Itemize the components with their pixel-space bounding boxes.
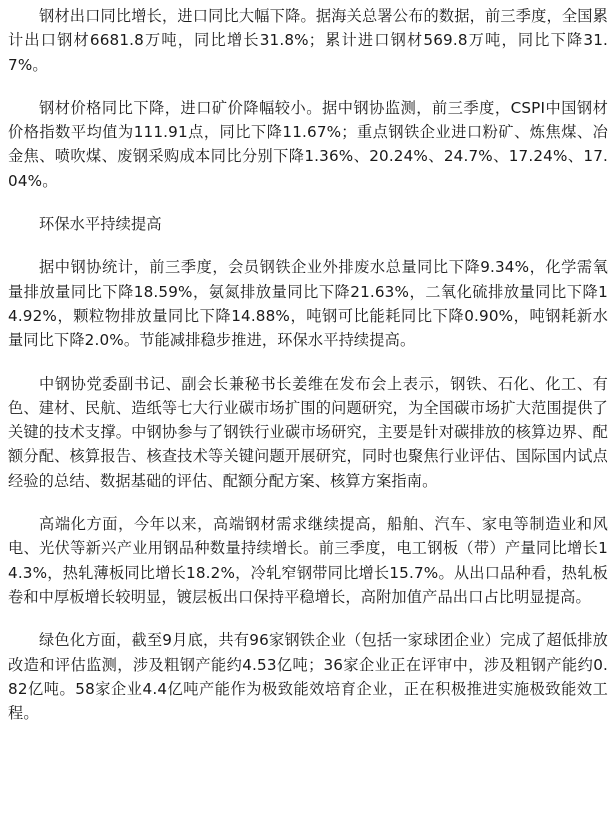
paragraph-green: 绿色化方面，截至9月底，共有96家钢铁企业（包括一家球团企业）完成了超低排放改造和评估监测，涉及粗钢产能约4.53亿吨；36家企业正在评审中，涉及粗钢产能约0.82亿吨。58家企业4.4亿吨产能作为极致能效培育企业，正在积极推进实施极致能效工程。 (8, 631, 608, 723)
paragraph-high-end: 高端化方面，今年以来，高端钢材需求继续提高，船舶、汽车、家电等制造业和风电、光伏等新兴产业用钢品种数量持续增长。前三季度，电工钢板（带）产量同比增长14.3%，热轧薄板同比增长18.2%，冷轧窄钢带同比增长15.7%。从出口品种看，热轧板卷和中厚板增长较明显，镀层板出口保持平稳增长，高附加值产品出口占比明显提高。 (8, 515, 608, 606)
paragraph-carbon-market: 中钢协党委副书记、副会长兼秘书长姜维在发布会上表示，钢铁、石化、化工、有色、建材、民航、造纸等七大行业碳市场扩围的问题研究，为全国碳市场扩大范围提供了关键的技术支撑。中钢协参与了钢铁行业碳市场研究，主要是针对碳排放的核算边界、配额分配、核算报告、核查技术等关键问题开展研究，同时也聚焦行业评估、国际国内试点经验的总结、数据基础的评估、配额分配方案、核算方案指南。 (8, 374, 608, 490)
section-heading-environment: 环保水平持续提高 (39, 215, 162, 234)
paragraph-steel-trade: 钢材出口同比增长，进口同比大幅下降。据海关总署公布的数据，前三季度，全国累计出口钢材6681.8万吨，同比增长31.8%；累计进口钢材569.8万吨，同比下降31.7%。 (8, 7, 608, 74)
paragraph-steel-price: 钢材价格同比下降，进口矿价降幅较小。据中钢协监测，前三季度，CSPI中国钢材价格指数平均值为111.91点，同比下降11.67%；重点钢铁企业进口粉矿、炼焦煤、冶金焦、喷吹煤、废钢采购成本同比分别下降1.36%、20.24%、24.7%、17.24%、17.04%。 (8, 98, 608, 190)
paragraph-emissions: 据中钢协统计，前三季度，会员钢铁企业外排废水总量同比下降9.34%，化学需氧量排放量同比下降18.59%，氨氮排放量同比下降21.63%，二氧化硫排放量同比下降14.92%，颗粒物排放量同比下降14.88%，吨钢可比能耗同比下降0.90%，吨钢耗新水量同比下降2.0%。节能减排稳步推进，环保水平持续提高。 (8, 258, 608, 350)
